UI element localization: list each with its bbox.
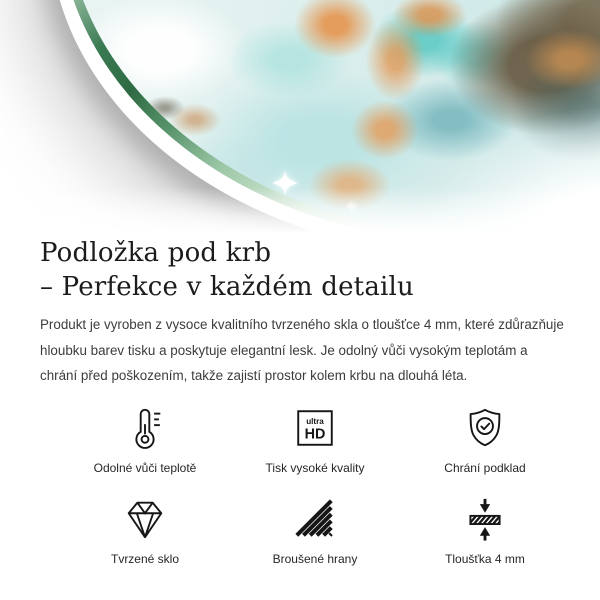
product-photo [0,0,600,234]
feature-print-quality [230,405,400,476]
features-grid [40,405,560,567]
product-description: Produkt je vyroben z vysoce kvalitního tvrzeného skla o tloušťce 4 mm, které zdůrazňuje hloubku barev tisku a poskytuje elegantní lesk. Je odolný vůči vysokým teplotám a chrání před poškozením, takže zajistí prostor kolem krbu na dlouhá léta. [40,317,564,383]
svg-text:HD: HD [304,426,326,443]
diamond-icon [122,496,168,542]
feature-label: Odolné vůči teplotě [93,460,197,475]
feature-polished-edges [230,496,400,567]
feature-label: Tloušťka 4 mm [445,551,525,566]
feature-label: Chrání podklad [444,460,526,475]
feature-protects-surface [400,405,570,476]
ultra-hd-icon [292,405,338,451]
feature-label: Tvrzené sklo [110,551,180,566]
shield-check-icon [462,405,508,451]
polished-edges-icon [292,496,338,542]
feature-label: Broušené hrany [272,551,358,566]
page-title [40,236,560,304]
product-info-section [0,236,600,567]
feature-heat-resistant [60,405,230,476]
feature-thickness [400,496,570,567]
feature-label: Tisk vysoké kvality [265,460,365,475]
thickness-icon [462,496,508,542]
thermometer-icon [122,405,168,451]
sparkle-icon [272,170,298,196]
title-line-1: Podložka pod krb [40,238,272,268]
feature-tempered-glass [60,496,230,567]
title-line-2: – Perfekce v každém detailu [40,272,414,302]
sparkle-icon [345,200,358,213]
svg-text:ultra: ultra [306,416,324,426]
